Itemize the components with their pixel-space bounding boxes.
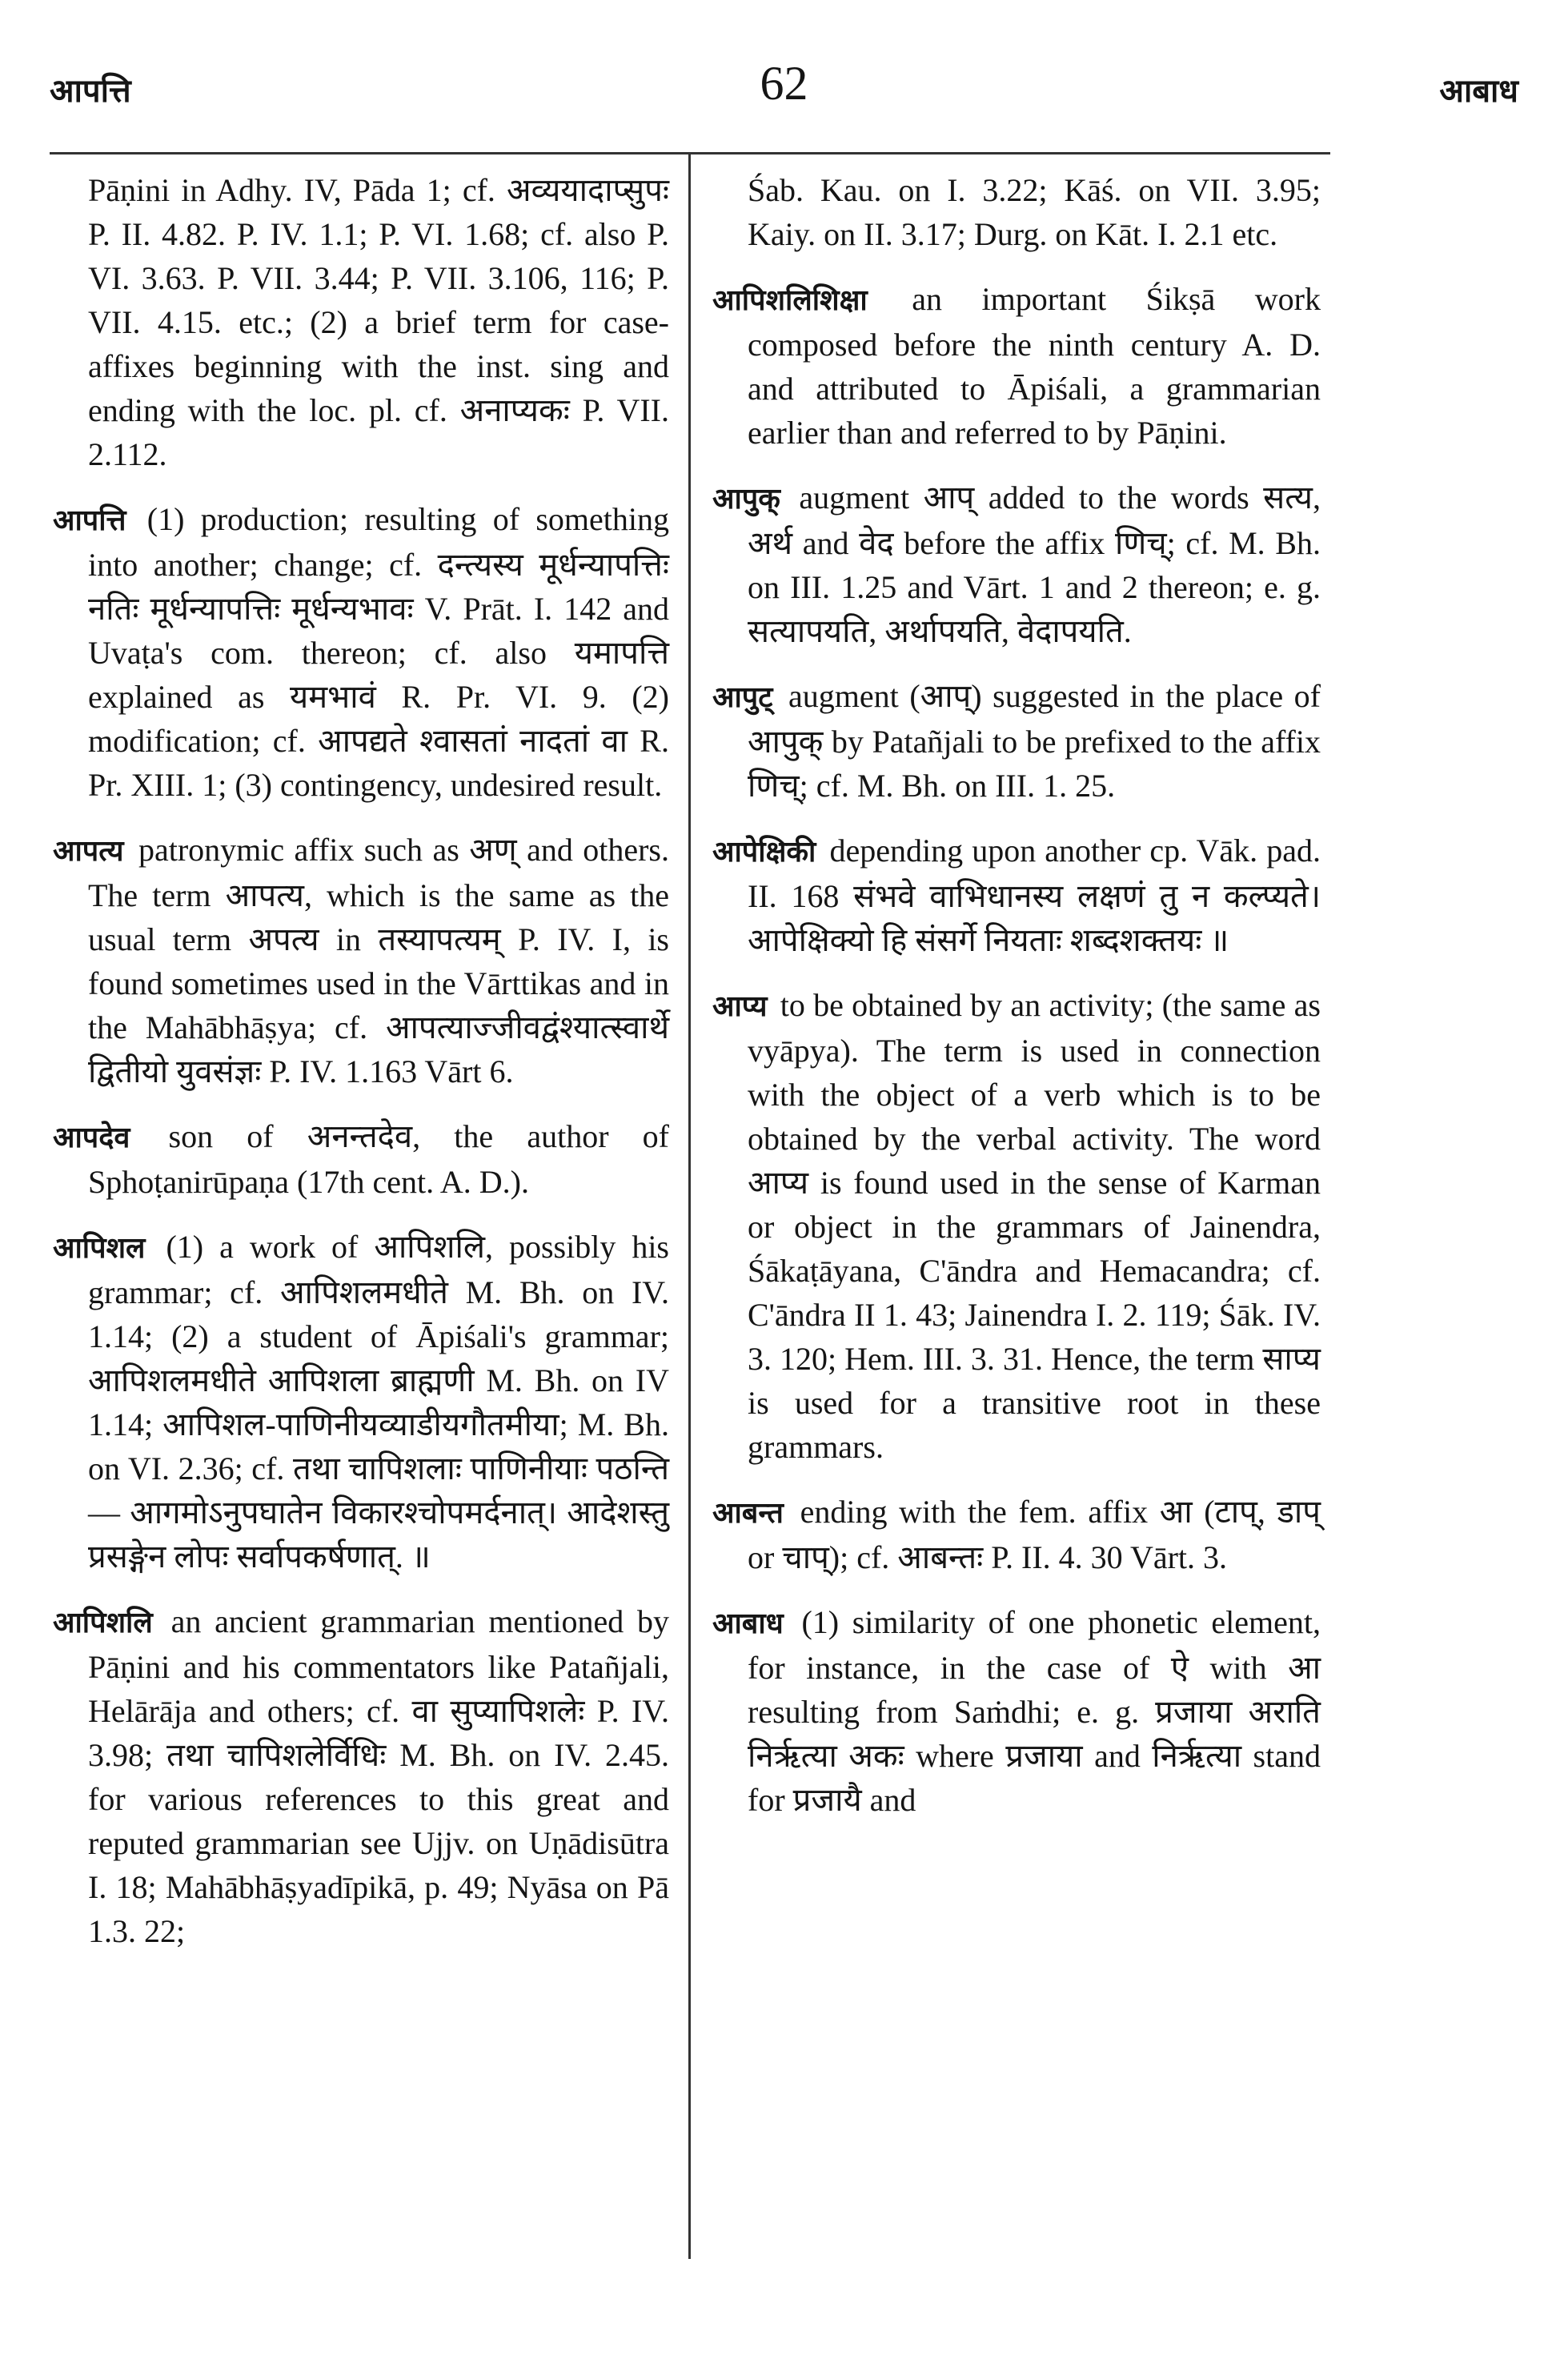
entry-headword: आपत्ति xyxy=(53,504,126,537)
entry-headword: आपिशलि xyxy=(53,1607,153,1639)
header-right-word: आबाध xyxy=(1439,73,1518,110)
entry-text: depending upon another cp. Vāk. pad. II. 168 संभवे वाभिधानस्य लक्षणं तु न कल्प्यते। आपेक्षिक्यो हि संसर्गे नियताः शब्दशक्तयः ॥ xyxy=(748,832,1321,958)
entry-text: to be obtained by an activity; (the same as vyāpya). The term is used in connection with the object of a verb which is to be obtained by the verbal activity. The word आप्य is found used in the sense of Karman or object in the grammars of Jainendra, Śākaṭāyana, C'āndra and Hemacandra; cf. C'āndra II 1. 43; Jainendra I. 2. 119; Śāk. IV. 3. 120; Hem. III. 3. 31. Hence, the term साप्य is used for a transitive root in these grammars. xyxy=(748,987,1321,1465)
entry-headword: आपिशलिशिक्षा xyxy=(712,284,868,317)
entry-text: Pāṇini in Adhy. IV, Pāda 1; cf. अव्ययादाप्सुपः P. II. 4.82. P. IV. 1.1; P. VI. 1.68; cf. also P. VI. 3.63. P. VII. 3.44; P. VII. 3.106, 116; P. VII. 4.15. etc.; (2) a brief term for case-affixes beginning with the inst. sing and ending with the loc. pl. cf. अनाप्यकः P. VII. 2.112. xyxy=(88,172,669,472)
entry-headword: आप्य xyxy=(712,990,768,1023)
entry-text: augment (आप्) suggested in the place of आपुक् by Patañjali to be prefixed to the affix णिच्; cf. M. Bh. on III. 1. 25. xyxy=(748,678,1321,804)
entry-text: an important Śikṣā work composed before the ninth century A. D. and attributed to Āpiśali, a grammarian earlier than and referred to by Pāṇini. xyxy=(748,281,1321,451)
dictionary-entry xyxy=(712,168,1321,256)
page-header xyxy=(0,56,1568,128)
header-left-word: आपत्ति xyxy=(50,73,131,110)
left-column xyxy=(53,168,669,1974)
entry-headword: आपिशल xyxy=(53,1232,146,1265)
entry-headword: आपुक् xyxy=(712,483,780,516)
entry-text: (1) a work of आपिशलि, possibly his grammar; cf. आपिशलमधीते M. Bh. on IV. 1.14; (2) a student of Āpiśali's grammar; आपिशलमधीते आपिशला ब्राह्मणी M. Bh. on IV 1.14; आपिशल-पाणिनीयव्याडीयगौतमीया; M. Bh. on VI. 2.36; cf. तथा चापिशलाः पाणिनीयाः पठन्ति— आगमोऽनुपघातेन विकारश्चोपमर्दनात्। आदेशस्तु प्रसङ्गेन लोपः सर्वापकर्षणात्. ॥ xyxy=(88,1229,670,1575)
dictionary-entry xyxy=(712,828,1321,962)
dictionary-entry xyxy=(712,1490,1321,1579)
column-divider xyxy=(688,154,691,2259)
dictionary-entry xyxy=(712,1600,1321,1822)
entry-headword: आपत्य xyxy=(53,835,124,868)
entry-headword: आबन्त xyxy=(712,1497,784,1530)
entry-text: (1) similarity of one phonetic element, for instance, in the case of ऐ with आ resulting from Saṁdhi; e. g. प्रजाया अराति निर्ऋत्या अकः where प्रजाया and निर्ऋत्या stand for प्रजायै and xyxy=(748,1604,1321,1818)
dictionary-entry xyxy=(53,1225,669,1579)
dictionary-entry xyxy=(712,674,1321,808)
entry-text: an ancient grammarian mentioned by Pāṇini and his commentators like Patañjali, Helārāja and others; cf. वा सुप्यापिशलेः P. IV. 3.98; तथा चापिशलेर्विधिः M. Bh. on IV. 2.45. for various references to this great and reputed grammarian see Ujjv. on Uṇādisūtra I. 18; Mahābhāṣyadīpikā, p. 49; Nyāsa on Pā 1.3. 22; xyxy=(88,1603,669,1949)
entry-headword: आपुट् xyxy=(712,681,773,714)
dictionary-entry xyxy=(53,1599,669,1953)
dictionary-entry xyxy=(53,828,669,1093)
entry-headword: आपदेव xyxy=(53,1121,130,1154)
dictionary-entry xyxy=(53,1114,669,1204)
dictionary-entry xyxy=(712,475,1321,653)
dictionary-entry xyxy=(712,983,1321,1469)
entry-text: Śab. Kau. on I. 3.22; Kāś. on VII. 3.95; Kaiy. on II. 3.17; Durg. on Kāt. I. 2.1 etc. xyxy=(748,172,1321,252)
dictionary-entry xyxy=(712,277,1321,455)
dictionary-entry xyxy=(53,168,669,476)
page-number: 62 xyxy=(760,57,808,110)
entry-text: patronymic affix such as अण् and others. The term आपत्य, which is the same as the usual term अपत्य in तस्यापत्यम् P. IV. I, is found sometimes used in the Vārttikas and in the Mahābhāṣya; cf. आपत्याज्जीवद्वंश्यात्स्वार्थे द्वितीयो युवसंज्ञः P. IV. 1.163 Vārt 6. xyxy=(88,832,669,1089)
entry-headword: आपेक्षिकी xyxy=(712,836,816,869)
entry-text: son of अनन्तदेव, the author of Sphoṭanirūpaṇa (17th cent. A. D.). xyxy=(88,1118,670,1200)
dictionary-entry xyxy=(53,497,669,807)
entry-headword: आबाध xyxy=(712,1607,784,1640)
right-column xyxy=(712,168,1321,1843)
entry-text: augment आप् added to the words सत्य, अर्थ and वेद before the affix णिच्; cf. M. Bh. on III. 1.25 and Vārt. 1 and 2 thereon; e. g. सत्यापयति, अर्थापयति, वेदापयति. xyxy=(748,479,1321,649)
entry-text: ending with the fem. affix आ (टाप्, डाप् or चाप्); cf. आबन्तः P. II. 4. 30 Vārt. 3. xyxy=(748,1494,1321,1575)
entry-text: (1) production; resulting of something into another; change; cf. दन्त्यस्य मूर्धन्यापत्तिः नतिः मूर्धन्यापत्तिः मूर्धन्यभावः V. Prāt. I. 142 and Uvaṭa's com. thereon; cf. also यमापत्ति explained as यमभावं R. Pr. VI. 9. (2) modification; cf. आपद्यते श्वासतां नादतां वा R. Pr. XIII. 1; (3) contingency, undesired result. xyxy=(88,501,670,803)
